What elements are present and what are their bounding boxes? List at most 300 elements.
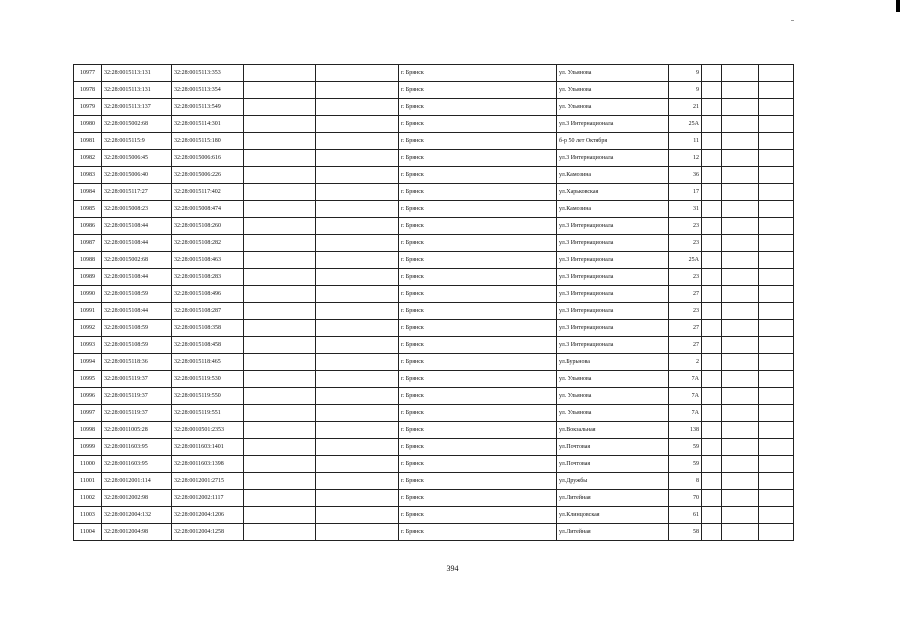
new-cadastral-number-cell: 32:28:0015108:283 xyxy=(172,269,244,286)
empty-cell xyxy=(722,133,759,150)
empty-cell xyxy=(702,82,722,99)
empty-cell xyxy=(759,99,794,116)
table-row xyxy=(74,473,794,490)
old-cadastral-number-cell: 32:28:0015006:40 xyxy=(102,167,172,184)
old-cadastral-number-cell: 32:28:0015108:44 xyxy=(102,303,172,320)
page-number: 394 xyxy=(446,564,459,573)
empty-cell xyxy=(316,133,399,150)
new-cadastral-number-cell: 32:28:0015008:474 xyxy=(172,201,244,218)
empty-cell xyxy=(722,65,759,82)
empty-cell xyxy=(702,252,722,269)
empty-cell xyxy=(759,303,794,320)
table-row xyxy=(74,167,794,184)
house-number-cell: 59 xyxy=(669,456,702,473)
empty-cell xyxy=(759,473,794,490)
old-cadastral-number-cell: 32:28:0015006:45 xyxy=(102,150,172,167)
empty-cell xyxy=(759,65,794,82)
new-cadastral-number-cell: 32:28:0012004:1258 xyxy=(172,524,244,541)
empty-cell xyxy=(702,337,722,354)
street-cell: ул.3 Интернационала xyxy=(557,320,669,337)
street-cell: ул.Дружбы xyxy=(557,473,669,490)
empty-cell xyxy=(702,405,722,422)
empty-cell xyxy=(722,252,759,269)
empty-cell xyxy=(759,235,794,252)
empty-cell xyxy=(722,405,759,422)
old-cadastral-number-cell: 32:28:0015002:68 xyxy=(102,252,172,269)
new-cadastral-number-cell: 32:28:0010501:2353 xyxy=(172,422,244,439)
empty-cell xyxy=(244,320,316,337)
table-row xyxy=(74,286,794,303)
city-cell: г. Брянск xyxy=(399,354,557,371)
empty-cell xyxy=(244,473,316,490)
city-cell: г. Брянск xyxy=(399,422,557,439)
empty-cell xyxy=(722,201,759,218)
street-cell: ул.3 Интернационала xyxy=(557,337,669,354)
house-number-cell: 59 xyxy=(669,439,702,456)
row-number-cell: 10983 xyxy=(74,167,102,184)
empty-cell xyxy=(244,133,316,150)
row-number-cell: 10994 xyxy=(74,354,102,371)
old-cadastral-number-cell: 32:28:0015108:44 xyxy=(102,269,172,286)
table-row xyxy=(74,269,794,286)
empty-cell xyxy=(702,133,722,150)
empty-cell xyxy=(316,303,399,320)
empty-cell xyxy=(759,252,794,269)
empty-cell xyxy=(702,490,722,507)
empty-cell xyxy=(316,337,399,354)
row-number-cell: 10987 xyxy=(74,235,102,252)
city-cell: г. Брянск xyxy=(399,269,557,286)
house-number-cell: 21 xyxy=(669,99,702,116)
empty-cell xyxy=(244,116,316,133)
row-number-cell: 10993 xyxy=(74,337,102,354)
table-row xyxy=(74,82,794,99)
old-cadastral-number-cell: 32:28:0015108:44 xyxy=(102,235,172,252)
old-cadastral-number-cell: 32:28:0012004:98 xyxy=(102,524,172,541)
empty-cell xyxy=(702,235,722,252)
row-number-cell: 10997 xyxy=(74,405,102,422)
empty-cell xyxy=(702,507,722,524)
empty-cell xyxy=(244,286,316,303)
empty-cell xyxy=(244,507,316,524)
empty-cell xyxy=(702,167,722,184)
city-cell: г. Брянск xyxy=(399,405,557,422)
city-cell: г. Брянск xyxy=(399,235,557,252)
empty-cell xyxy=(759,218,794,235)
row-number-cell: 11001 xyxy=(74,473,102,490)
street-cell: ул.Камозина xyxy=(557,201,669,218)
city-cell: г. Брянск xyxy=(399,133,557,150)
new-cadastral-number-cell: 32:28:0015113:353 xyxy=(172,65,244,82)
house-number-cell: 70 xyxy=(669,490,702,507)
new-cadastral-number-cell: 32:28:0012004:1206 xyxy=(172,507,244,524)
street-cell: ул. Ульянова xyxy=(557,405,669,422)
empty-cell xyxy=(244,405,316,422)
row-number-cell: 10995 xyxy=(74,371,102,388)
street-cell: ул.Почтовая xyxy=(557,439,669,456)
empty-cell xyxy=(244,201,316,218)
empty-cell xyxy=(316,405,399,422)
register-sheet xyxy=(73,64,794,541)
street-cell: ул.3 Интернационала xyxy=(557,303,669,320)
row-number-cell: 11003 xyxy=(74,507,102,524)
street-cell: ул.3 Интернационала xyxy=(557,269,669,286)
empty-cell xyxy=(702,456,722,473)
house-number-cell: 23 xyxy=(669,235,702,252)
street-cell: ул.Вокзальная xyxy=(557,422,669,439)
row-number-cell: 10992 xyxy=(74,320,102,337)
new-cadastral-number-cell: 32:28:0015108:463 xyxy=(172,252,244,269)
table-row xyxy=(74,405,794,422)
empty-cell xyxy=(722,303,759,320)
table-row xyxy=(74,99,794,116)
empty-cell xyxy=(759,201,794,218)
row-number-cell: 10981 xyxy=(74,133,102,150)
cadastral-table xyxy=(73,64,794,541)
empty-cell xyxy=(702,150,722,167)
city-cell: г. Брянск xyxy=(399,456,557,473)
row-number-cell: 11004 xyxy=(74,524,102,541)
empty-cell xyxy=(759,150,794,167)
empty-cell xyxy=(759,354,794,371)
empty-cell xyxy=(244,422,316,439)
city-cell: г. Брянск xyxy=(399,524,557,541)
house-number-cell: 27 xyxy=(669,337,702,354)
street-cell: ул. Ульянова xyxy=(557,65,669,82)
city-cell: г. Брянск xyxy=(399,473,557,490)
street-cell: ул.3 Интернационала xyxy=(557,286,669,303)
row-number-cell: 10986 xyxy=(74,218,102,235)
empty-cell xyxy=(722,286,759,303)
empty-cell xyxy=(759,524,794,541)
house-number-cell: 23 xyxy=(669,218,702,235)
empty-cell xyxy=(722,320,759,337)
empty-cell xyxy=(702,388,722,405)
house-number-cell: 7А xyxy=(669,405,702,422)
empty-cell xyxy=(244,235,316,252)
table-row xyxy=(74,439,794,456)
empty-cell xyxy=(722,269,759,286)
table-row xyxy=(74,252,794,269)
empty-cell xyxy=(722,116,759,133)
street-cell: ул.3 Интернационала xyxy=(557,218,669,235)
row-number-cell: 10979 xyxy=(74,99,102,116)
new-cadastral-number-cell: 32:28:0015108:458 xyxy=(172,337,244,354)
street-cell: ул. Ульянова xyxy=(557,99,669,116)
row-number-cell: 10978 xyxy=(74,82,102,99)
old-cadastral-number-cell: 32:28:0015002:68 xyxy=(102,116,172,133)
empty-cell xyxy=(759,490,794,507)
table-row xyxy=(74,388,794,405)
empty-cell xyxy=(316,439,399,456)
table-row xyxy=(74,184,794,201)
new-cadastral-number-cell: 32:28:0011603:1401 xyxy=(172,439,244,456)
empty-cell xyxy=(316,167,399,184)
empty-cell xyxy=(316,99,399,116)
row-number-cell: 11002 xyxy=(74,490,102,507)
new-cadastral-number-cell: 32:28:0015114:301 xyxy=(172,116,244,133)
house-number-cell: 9 xyxy=(669,82,702,99)
empty-cell xyxy=(702,371,722,388)
table-row xyxy=(74,337,794,354)
empty-cell xyxy=(244,354,316,371)
empty-cell xyxy=(316,354,399,371)
table-row xyxy=(74,524,794,541)
empty-cell xyxy=(316,218,399,235)
city-cell: г. Брянск xyxy=(399,490,557,507)
table-row xyxy=(74,422,794,439)
empty-cell xyxy=(702,524,722,541)
empty-cell xyxy=(244,439,316,456)
city-cell: г. Брянск xyxy=(399,218,557,235)
old-cadastral-number-cell: 32:28:0011603:95 xyxy=(102,456,172,473)
street-cell: ул.Клинцовская xyxy=(557,507,669,524)
empty-cell xyxy=(702,320,722,337)
empty-cell xyxy=(722,235,759,252)
empty-cell xyxy=(244,150,316,167)
house-number-cell: 23 xyxy=(669,269,702,286)
new-cadastral-number-cell: 32:28:0015115:180 xyxy=(172,133,244,150)
empty-cell xyxy=(722,388,759,405)
table-row xyxy=(74,303,794,320)
empty-cell xyxy=(316,286,399,303)
old-cadastral-number-cell: 32:28:0015119:37 xyxy=(102,388,172,405)
house-number-cell: 27 xyxy=(669,320,702,337)
house-number-cell: 12 xyxy=(669,150,702,167)
city-cell: г. Брянск xyxy=(399,150,557,167)
empty-cell xyxy=(702,269,722,286)
house-number-cell: 7А xyxy=(669,371,702,388)
house-number-cell: 9 xyxy=(669,65,702,82)
empty-cell xyxy=(244,371,316,388)
empty-cell xyxy=(244,490,316,507)
row-number-cell: 10990 xyxy=(74,286,102,303)
new-cadastral-number-cell: 32:28:0012002:1117 xyxy=(172,490,244,507)
empty-cell xyxy=(759,320,794,337)
row-number-cell: 10985 xyxy=(74,201,102,218)
house-number-cell: 11 xyxy=(669,133,702,150)
empty-cell xyxy=(722,218,759,235)
new-cadastral-number-cell: 32:28:0015108:260 xyxy=(172,218,244,235)
house-number-cell: 25А xyxy=(669,116,702,133)
empty-cell xyxy=(316,116,399,133)
old-cadastral-number-cell: 32:28:0015008:23 xyxy=(102,201,172,218)
empty-cell xyxy=(702,184,722,201)
street-cell: ул.Камозина xyxy=(557,167,669,184)
table-row xyxy=(74,354,794,371)
empty-cell xyxy=(316,82,399,99)
row-number-cell: 10982 xyxy=(74,150,102,167)
empty-cell xyxy=(722,82,759,99)
row-number-cell: 10977 xyxy=(74,65,102,82)
table-row xyxy=(74,507,794,524)
city-cell: г. Брянск xyxy=(399,99,557,116)
empty-cell xyxy=(316,201,399,218)
table-row xyxy=(74,235,794,252)
empty-cell xyxy=(702,218,722,235)
empty-cell xyxy=(759,405,794,422)
row-number-cell: 10980 xyxy=(74,116,102,133)
table-row xyxy=(74,133,794,150)
new-cadastral-number-cell: 32:28:0015118:465 xyxy=(172,354,244,371)
empty-cell xyxy=(316,235,399,252)
new-cadastral-number-cell: 32:28:0015006:226 xyxy=(172,167,244,184)
empty-cell xyxy=(244,388,316,405)
city-cell: г. Брянск xyxy=(399,439,557,456)
table-row xyxy=(74,456,794,473)
empty-cell xyxy=(702,65,722,82)
house-number-cell: 2 xyxy=(669,354,702,371)
table-row xyxy=(74,218,794,235)
empty-cell xyxy=(244,99,316,116)
house-number-cell: 7А xyxy=(669,388,702,405)
city-cell: г. Брянск xyxy=(399,320,557,337)
empty-cell xyxy=(759,286,794,303)
empty-cell xyxy=(722,490,759,507)
empty-cell xyxy=(722,354,759,371)
empty-cell xyxy=(316,490,399,507)
empty-cell xyxy=(244,167,316,184)
city-cell: г. Брянск xyxy=(399,507,557,524)
city-cell: г. Брянск xyxy=(399,388,557,405)
old-cadastral-number-cell: 32:28:0015117:27 xyxy=(102,184,172,201)
empty-cell xyxy=(722,150,759,167)
empty-cell xyxy=(759,133,794,150)
street-cell: б-р 50 лет Октября xyxy=(557,133,669,150)
empty-cell xyxy=(759,456,794,473)
row-number-cell: 10991 xyxy=(74,303,102,320)
empty-cell xyxy=(722,371,759,388)
city-cell: г. Брянск xyxy=(399,65,557,82)
empty-cell xyxy=(316,473,399,490)
empty-cell xyxy=(759,422,794,439)
new-cadastral-number-cell: 32:28:0015108:496 xyxy=(172,286,244,303)
empty-cell xyxy=(316,371,399,388)
old-cadastral-number-cell: 32:28:0015108:59 xyxy=(102,286,172,303)
street-cell: ул.Бурьнова xyxy=(557,354,669,371)
empty-cell xyxy=(316,150,399,167)
new-cadastral-number-cell: 32:28:0015119:530 xyxy=(172,371,244,388)
table-row xyxy=(74,116,794,133)
street-cell: ул.Литейная xyxy=(557,524,669,541)
empty-cell xyxy=(316,252,399,269)
house-number-cell: 23 xyxy=(669,303,702,320)
house-number-cell: 36 xyxy=(669,167,702,184)
empty-cell xyxy=(759,507,794,524)
empty-cell xyxy=(759,184,794,201)
old-cadastral-number-cell: 32:28:0015118:36 xyxy=(102,354,172,371)
city-cell: г. Брянск xyxy=(399,167,557,184)
city-cell: г. Брянск xyxy=(399,286,557,303)
new-cadastral-number-cell: 32:28:0015113:549 xyxy=(172,99,244,116)
empty-cell xyxy=(702,354,722,371)
new-cadastral-number-cell: 32:28:0012001:2715 xyxy=(172,473,244,490)
city-cell: г. Брянск xyxy=(399,371,557,388)
table-row xyxy=(74,65,794,82)
house-number-cell: 17 xyxy=(669,184,702,201)
empty-cell xyxy=(316,456,399,473)
new-cadastral-number-cell: 32:28:0015108:358 xyxy=(172,320,244,337)
table-row xyxy=(74,490,794,507)
street-cell: ул.Почтовая xyxy=(557,456,669,473)
empty-cell xyxy=(244,82,316,99)
row-number-cell: 10999 xyxy=(74,439,102,456)
city-cell: г. Брянск xyxy=(399,82,557,99)
empty-cell xyxy=(316,184,399,201)
new-cadastral-number-cell: 32:28:0015119:550 xyxy=(172,388,244,405)
scan-edge-mark xyxy=(896,0,900,12)
city-cell: г. Брянск xyxy=(399,337,557,354)
empty-cell xyxy=(702,473,722,490)
empty-cell xyxy=(316,65,399,82)
empty-cell xyxy=(759,167,794,184)
empty-cell xyxy=(316,320,399,337)
city-cell: г. Брянск xyxy=(399,201,557,218)
empty-cell xyxy=(759,371,794,388)
empty-cell xyxy=(244,524,316,541)
table-row xyxy=(74,371,794,388)
house-number-cell: 58 xyxy=(669,524,702,541)
empty-cell xyxy=(722,422,759,439)
row-number-cell: 11000 xyxy=(74,456,102,473)
empty-cell xyxy=(702,303,722,320)
empty-cell xyxy=(244,65,316,82)
empty-cell xyxy=(702,422,722,439)
empty-cell xyxy=(759,439,794,456)
empty-cell xyxy=(759,116,794,133)
empty-cell xyxy=(316,269,399,286)
empty-cell xyxy=(244,337,316,354)
empty-cell xyxy=(702,286,722,303)
house-number-cell: 61 xyxy=(669,507,702,524)
empty-cell xyxy=(702,99,722,116)
empty-cell xyxy=(702,116,722,133)
empty-cell xyxy=(722,99,759,116)
street-cell: ул. Ульянова xyxy=(557,388,669,405)
street-cell: ул.Литейная xyxy=(557,490,669,507)
empty-cell xyxy=(759,82,794,99)
empty-cell xyxy=(244,184,316,201)
old-cadastral-number-cell: 32:28:0011005:28 xyxy=(102,422,172,439)
empty-cell xyxy=(722,439,759,456)
empty-cell xyxy=(702,439,722,456)
table-body xyxy=(74,65,794,541)
row-number-cell: 10996 xyxy=(74,388,102,405)
street-cell: ул.3 Интернационала xyxy=(557,116,669,133)
empty-cell xyxy=(722,507,759,524)
street-cell: ул.3 Интернационала xyxy=(557,235,669,252)
street-cell: ул.3 Интернационала xyxy=(557,252,669,269)
old-cadastral-number-cell: 32:28:0015115:9 xyxy=(102,133,172,150)
new-cadastral-number-cell: 32:28:0015006:616 xyxy=(172,150,244,167)
empty-cell xyxy=(722,184,759,201)
new-cadastral-number-cell: 32:28:0015119:551 xyxy=(172,405,244,422)
house-number-cell: 27 xyxy=(669,286,702,303)
house-number-cell: 8 xyxy=(669,473,702,490)
old-cadastral-number-cell: 32:28:0011603:95 xyxy=(102,439,172,456)
empty-cell xyxy=(244,269,316,286)
house-number-cell: 25А xyxy=(669,252,702,269)
empty-cell xyxy=(244,218,316,235)
street-cell: ул.3 Интернационала xyxy=(557,150,669,167)
empty-cell xyxy=(244,303,316,320)
empty-cell xyxy=(244,456,316,473)
old-cadastral-number-cell: 32:28:0015113:131 xyxy=(102,82,172,99)
empty-cell xyxy=(722,456,759,473)
scan-dot xyxy=(791,20,794,21)
empty-cell xyxy=(244,252,316,269)
old-cadastral-number-cell: 32:28:0012004:132 xyxy=(102,507,172,524)
